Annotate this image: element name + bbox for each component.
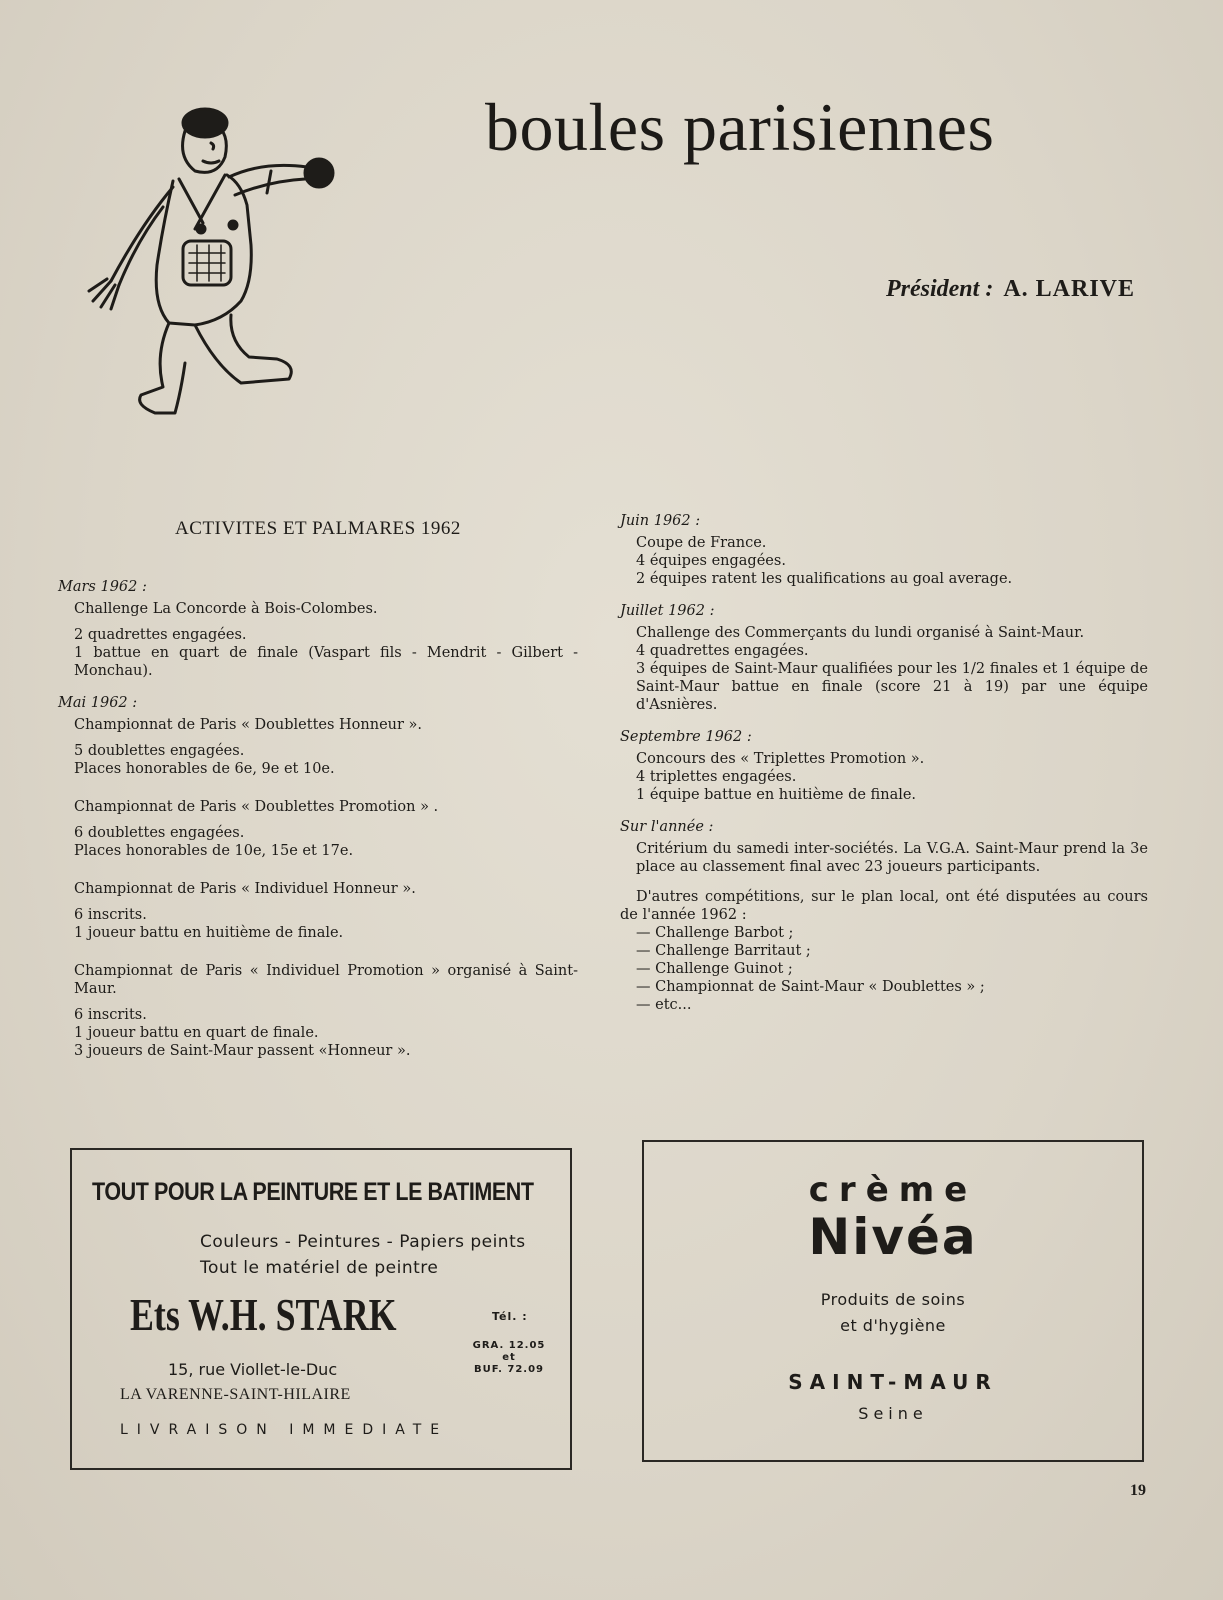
list-item: — Championnat de Saint-Maur « Doublettes » ; <box>636 979 985 995</box>
text-line: 6 inscrits. <box>74 907 147 923</box>
mars-section <box>58 578 578 680</box>
list-item: — Challenge Guinot ; <box>636 961 793 977</box>
advertisement-stark <box>70 1148 572 1470</box>
text-line: Places honorables de 6e, 9e et 10e. <box>74 761 335 777</box>
text-line: Championnat de Paris « Doublettes Promotion » . <box>74 799 439 815</box>
text-line: 1 joueur battu en quart de finale. <box>74 1025 319 1041</box>
page-title: boules parisiennes <box>485 89 995 165</box>
text-line: 6 inscrits. <box>74 1007 147 1023</box>
telephone-and: et <box>502 1352 516 1363</box>
list-item: — Challenge Barbot ; <box>636 925 794 941</box>
ad-headline: TOUT POUR LA PEINTURE ET LE BATIMENT <box>92 1178 534 1206</box>
text-line: Places honorables de 10e, 15e et 17e. <box>74 843 354 859</box>
text-line: Concours des « Triplettes Promotion ». <box>636 751 925 767</box>
ad-brand: Nivéa <box>808 1208 978 1266</box>
text-line: 1 joueur battu en huitième de finale. <box>74 925 344 941</box>
advertisement-nivea <box>642 1140 1144 1462</box>
page-number: 19 <box>1130 1482 1146 1499</box>
text-line: 2 équipes ratent les qualifications au goal average. <box>636 571 1013 587</box>
text-line: 3 joueurs de Saint-Maur passent «Honneur ». <box>74 1043 411 1059</box>
text-line: 5 doublettes engagées. <box>74 743 245 759</box>
month-label: Juin 1962 : <box>620 513 701 529</box>
ad-text: Couleurs - Peintures - Papiers peints <box>200 1232 526 1252</box>
list-item: — Challenge Barritaut ; <box>636 943 811 959</box>
president-label: Président : <box>885 276 994 302</box>
ad-product-type: crème <box>808 1170 978 1210</box>
ad-text: et d'hygiène <box>840 1316 946 1335</box>
ad-city: SAINT-MAUR <box>788 1370 998 1394</box>
telephone-number: BUF. 72.09 <box>473 1364 544 1375</box>
text-line: D'autres compétitions, sur le plan local, ont été disputées au cours de l'année 1962 : <box>620 889 1148 923</box>
activities-left-column <box>58 520 578 1074</box>
activities-right-column <box>620 512 1148 1028</box>
septembre-section <box>620 728 1148 804</box>
text-line: Challenge des Commerçants du lundi organisé à Saint-Maur. <box>636 625 1085 641</box>
telephone-label: Tél. : <box>492 1310 528 1323</box>
text-line: 6 doublettes engagées. <box>74 825 245 841</box>
text-line: 3 équipes de Saint-Maur qualifiées pour les 1/2 finales et 1 équipe de Saint-Maur battue en finale (score 21 à 19) par une équipe d'Asnières. <box>636 661 1148 713</box>
text-line: Coupe de France. <box>636 535 767 551</box>
delivery-note: LIVRAISON IMMEDIATE <box>120 1422 449 1438</box>
text-line: Championnat de Paris « Individuel Promotion » organisé à Saint-Maur. <box>74 963 578 997</box>
text-line: Critérium du samedi inter-sociétés. La V.G.A. Saint-Maur prend la 3e place au classement final avec 23 joueurs participants. <box>636 841 1148 875</box>
month-label: Mars 1962 : <box>58 579 147 595</box>
juin-section <box>620 512 1148 588</box>
month-label: Mai 1962 : <box>58 695 138 711</box>
president-line <box>886 276 1135 303</box>
text-line: 2 quadrettes engagées. <box>74 627 247 643</box>
text-line: 4 triplettes engagées. <box>636 769 797 785</box>
month-label: Sur l'année : <box>620 819 714 835</box>
month-label: Juillet 1962 : <box>620 603 715 619</box>
text-line: Challenge La Concorde à Bois-Colombes. <box>74 601 378 617</box>
juillet-section <box>620 602 1148 714</box>
section-title: ACTIVITES ET PALMARES 1962 <box>175 518 461 539</box>
ad-text: Tout le matériel de peintre <box>200 1258 439 1278</box>
annee-section <box>620 818 1148 1014</box>
telephone-number: GRA. 12.05 <box>472 1340 546 1351</box>
ad-text: Produits de soins <box>820 1290 966 1309</box>
telephone-numbers <box>464 1340 554 1376</box>
mai-section <box>58 694 578 1060</box>
text-line: Championnat de Paris « Doublettes Honneur ». <box>74 717 423 733</box>
month-label: Septembre 1962 : <box>620 729 752 745</box>
text-line: 1 battue en quart de finale (Vaspart fils - Mendrit - Gilbert - Monchau). <box>74 645 578 679</box>
president-name: A. LARIVE <box>1003 276 1135 302</box>
list-item: — etc... <box>636 997 692 1013</box>
address-street: 15, rue Viollet-le-Duc <box>168 1360 338 1379</box>
ad-region: Seine <box>858 1404 928 1423</box>
text-line: 1 équipe battue en huitième de finale. <box>636 787 917 803</box>
text-line: 4 équipes engagées. <box>636 553 786 569</box>
text-line: 4 quadrettes engagées. <box>636 643 809 659</box>
company-name: Ets W.H. STARK <box>130 1289 397 1340</box>
address-city: LA VARENNE-SAINT-HILAIRE <box>120 1386 351 1403</box>
boules-player-illustration <box>45 95 355 435</box>
text-line: Championnat de Paris « Individuel Honneur ». <box>74 881 416 897</box>
